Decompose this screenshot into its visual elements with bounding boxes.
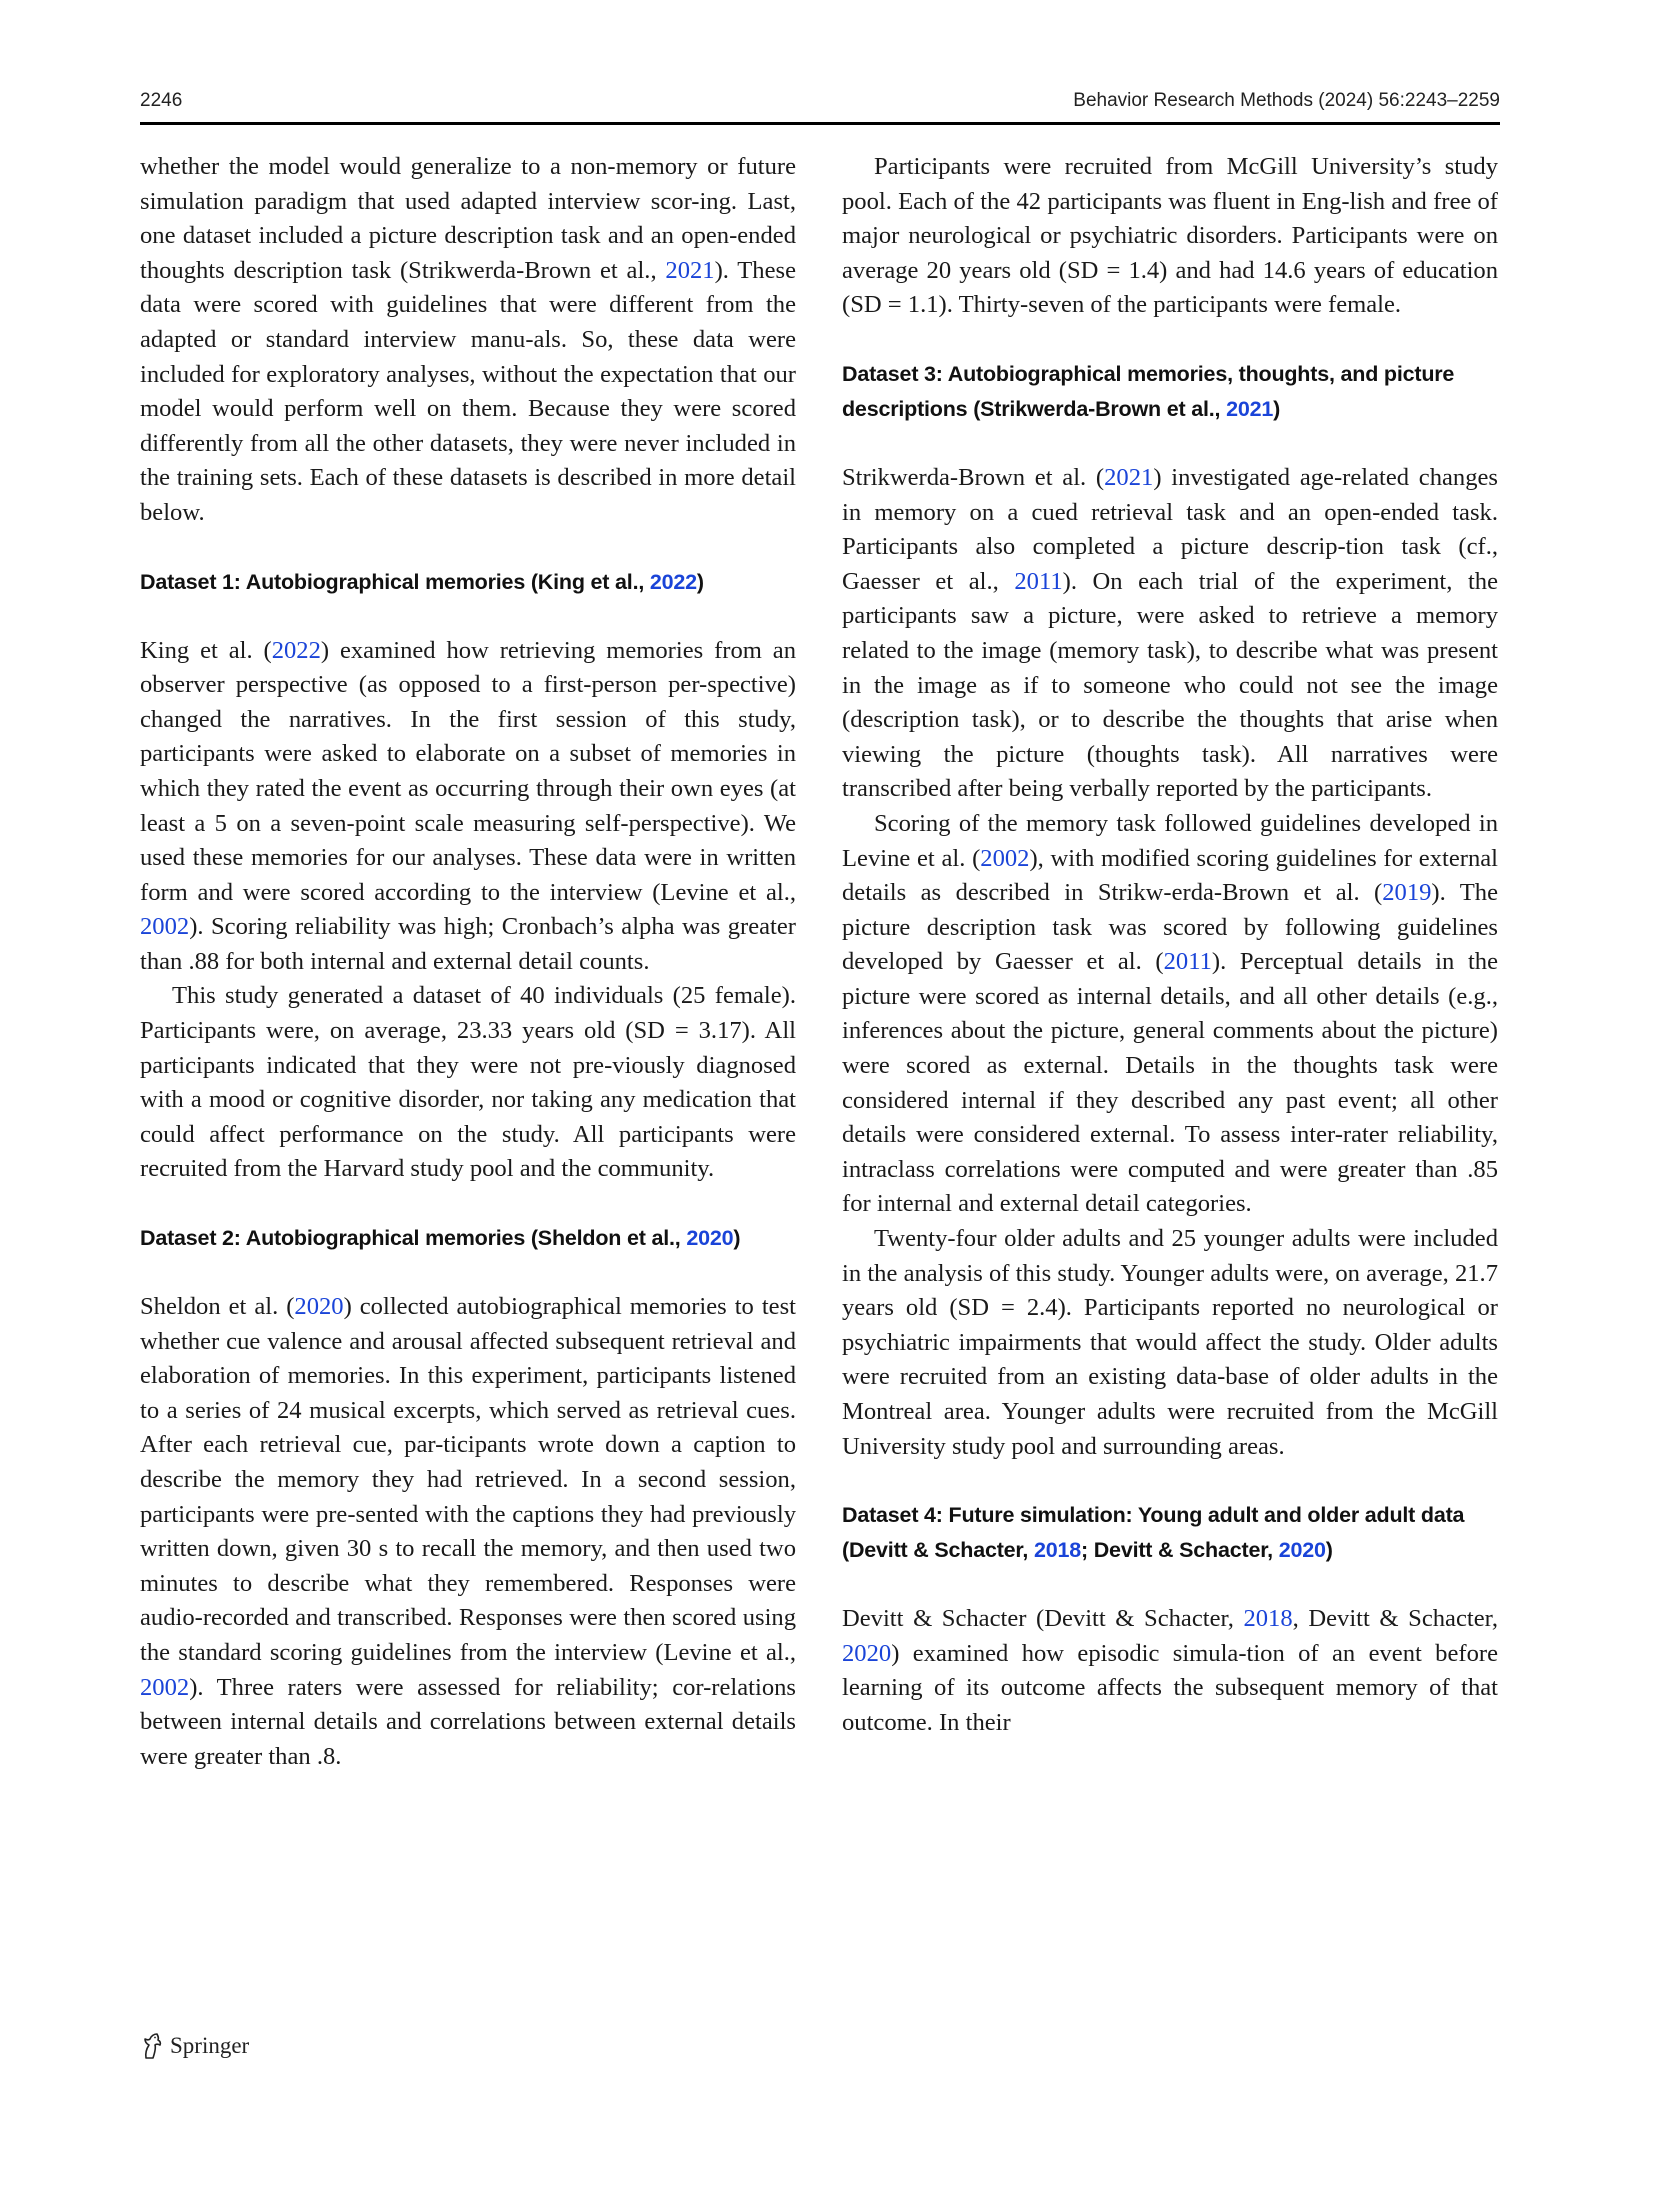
- paragraph: Scoring of the memory task followed guidelines developed in Levine et al. (2002), with modified scoring guidelines for external details as described in Strikw-erda-Brown et al. (2019). The picture description task was scored by following guidelines developed by Gaesser et al. (2011). Perceptual details in the picture were scored as internal details, and all other details (e.g., inferences about the picture, general comments about the picture) were scored as external. Details in the thoughts task were considered internal if they described any past event; all other details were considered external. To assess inter-rater reliability, intraclass correlations were computed and were greater than .85 for internal and external detail categories.: [842, 809, 1499, 1218]
- citation-link[interactable]: 2020: [1278, 1538, 1326, 1563]
- running-head: [140, 84, 1500, 124]
- citation-link[interactable]: 2020: [294, 1293, 344, 1321]
- springer-horse-icon: [140, 2032, 164, 2060]
- citation-link[interactable]: 2002: [980, 844, 1030, 872]
- paragraph: This study generated a dataset of 40 individuals (25 female). Participants were, on average, 23.33 years old (SD = 3.17). All participants indicated that they were not pre-viously diagnosed with a mood or cognitive disorder, nor taking any medication that could affect performance on the study. All participants were recruited from the Harvard study pool and the community.: [140, 982, 796, 1183]
- paragraph: Participants were recruited from McGill University’s study pool. Each of the 42 participants was fluent in Eng-lish and free of major neurological or psychiatric disorders. Participants were on average 20 years old (SD = 1.4) and had 14.6 years of education (SD = 1.1). Thirty-seven of the participants were female.: [842, 153, 1498, 319]
- publisher-name: Springer: [170, 2033, 250, 2058]
- section-heading: Dataset 1: Autobiographical memories (King et al., 2022): [140, 569, 704, 594]
- header-rule: [140, 122, 1500, 125]
- paragraph: Devitt & Schacter (Devitt & Schacter, 2018, Devitt & Schacter, 2020) examined how episodic simula-tion of an event before learning of its outcome affects the subsequent memory of that outcome. In their: [842, 1605, 1498, 1736]
- publisher-footer: [140, 2026, 249, 2066]
- citation-link[interactable]: 2020: [686, 1226, 734, 1251]
- citation-link[interactable]: 2011: [1163, 948, 1212, 976]
- citation-link[interactable]: 2018: [1033, 1538, 1081, 1563]
- section-heading: Dataset 2: Autobiographical memories (Sheldon et al., 2020): [140, 1226, 741, 1251]
- citation-link[interactable]: 2021: [1226, 396, 1274, 421]
- section-heading: Dataset 4: Future simulation: Young adult and older adult data (Devitt & Schacter, 2018; Devitt & Schacter, 2020): [842, 1503, 1465, 1563]
- citation-link[interactable]: 2020: [842, 1639, 892, 1667]
- citation-link[interactable]: 2022: [649, 569, 697, 594]
- page-number: 2246: [140, 90, 183, 111]
- citation-link[interactable]: 2011: [1014, 567, 1063, 595]
- paragraph: Sheldon et al. (2020) collected autobiographical memories to test whether cue valence and arousal affected subsequent retrieval and elaboration of memories. In this experiment, participants listened to a series of 24 musical excerpts, which served as retrieval cues. After each retrieval cue, par-ticipants wrote down a caption to describe the memory they had retrieved. In a second session, participants were pre-sented with the captions they had previously written down, given 30 s to recall the memory, and then used two minutes to describe what they remembered. Responses were audio-recorded and transcribed. Responses were then scored using the standard scoring guidelines from the interview (Levine et al., 2002). Three raters were assessed for reliability; cor-relations between internal details and correlations between external details were greater than .8.: [140, 1293, 796, 1770]
- right-column: [842, 150, 1498, 1741]
- citation-link[interactable]: 2022: [271, 636, 321, 664]
- citation-link[interactable]: 2018: [1243, 1605, 1293, 1633]
- paragraph: King et al. (2022) examined how retrieving memories from an observer perspective (as opposed to a first-person per-spective) changed the narratives. In the first session of this study, participants were asked to elaborate on a subset of memories in which they rated the event as occurring through their own eyes (at least a 5 on a seven-point scale measuring self-perspective). We used these memories for our analyses. These data were in written form and were scored according to the interview (Levine et al., 2002). Scoring reliability was high; Cronbach’s alpha was greater than .88 for both internal and external detail counts.: [140, 636, 796, 975]
- paragraph: Strikwerda-Brown et al. (2021) investigated age-related changes in memory on a cued retrieval task and an open-ended task. Participants also completed a picture descrip-tion task (cf., Gaesser et al., 2011). On each trial of the experiment, the participants saw a picture, were asked to retrieve a memory related to the image (memory task), to describe what was present in the image as if to someone who could not see the image (description task), or to describe the thoughts that arise when viewing the picture (thoughts task). All narratives were transcribed after being verbally reported by the participants.: [842, 463, 1498, 803]
- citation-link[interactable]: 2002: [140, 1673, 190, 1701]
- citation-link[interactable]: 2021: [1104, 463, 1154, 491]
- left-column: [140, 150, 796, 1774]
- citation-link[interactable]: 2021: [665, 256, 715, 284]
- paragraph: Twenty-four older adults and 25 younger adults were included in the analysis of this study. Younger adults were, on average, 21.7 years old (SD = 2.4). Participants reported no neurological or psychiatric impairments that would affect the study. Older adults were recruited from an existing data-base of older adults in the Montreal area. Younger adults were recruited from the McGill University study pool and surrounding areas.: [842, 1225, 1498, 1460]
- journal-citation: Behavior Research Methods (2024) 56:2243–2259: [1073, 90, 1500, 111]
- paragraph: whether the model would generalize to a non-memory or future simulation paradigm that used adapted interview scor-ing. Last, one dataset included a picture description task and an open-ended thoughts description task (Strikwerda-Brown et al., 2021). These data were scored with guidelines that were different from the adapted or standard interview manu-als. So, these data were included for exploratory analyses, without the expectation that our model would perform well on them. Because they were scored differently from all the other datasets, they were never included in the training sets. Each of these datasets is described in more detail below.: [140, 153, 797, 526]
- section-heading: Dataset 3: Autobiographical memories, thoughts, and picture descriptions (Strikwerda-Brown et al., 2021): [842, 361, 1455, 421]
- citation-link[interactable]: 2019: [1382, 879, 1432, 907]
- citation-link[interactable]: 2002: [140, 913, 190, 941]
